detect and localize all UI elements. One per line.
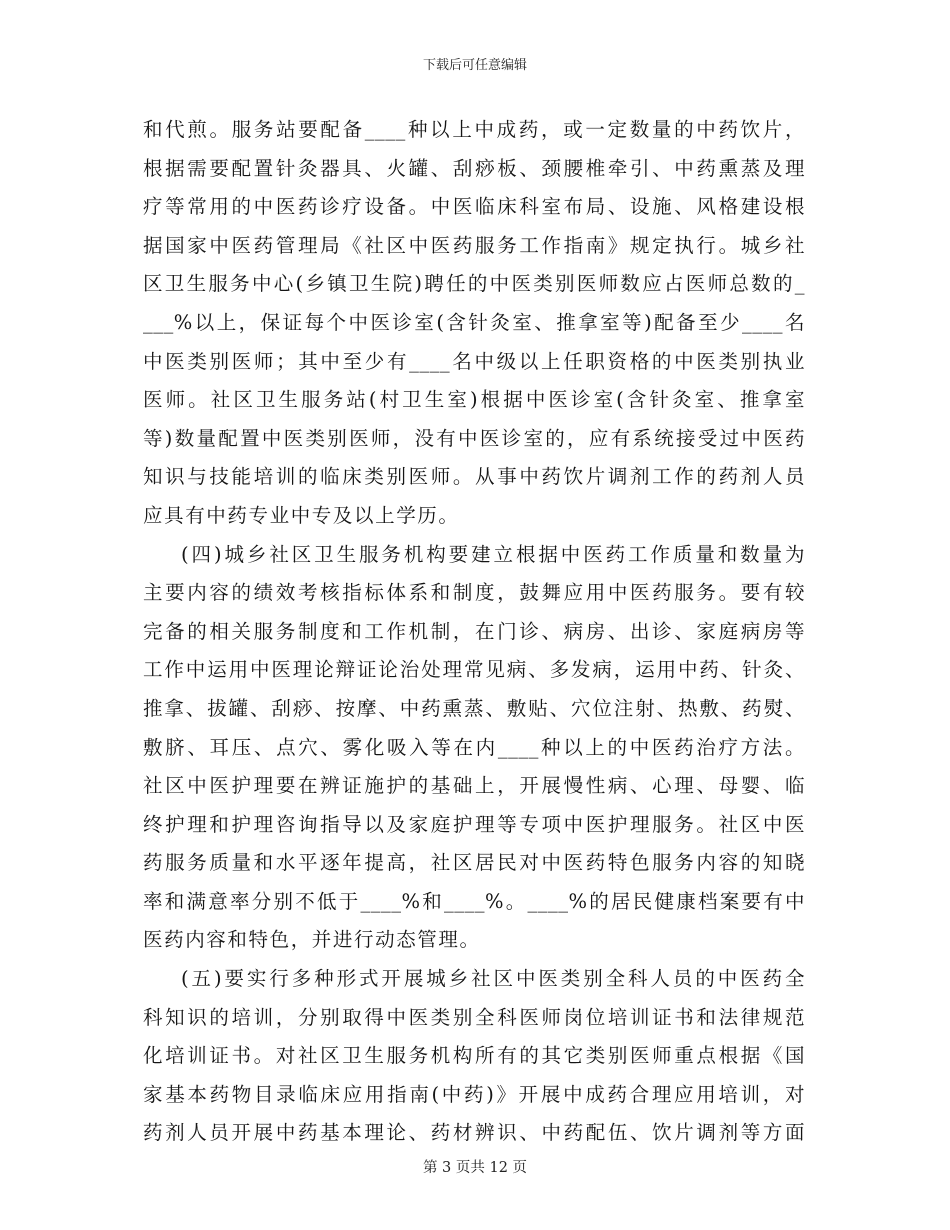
text-line: (五)要实行多种形式开展城乡社区中医类别全科人员的中医药全 xyxy=(181,967,805,991)
text-line: 疗等常用的中医药诊疗设备。中医临床科室布局、设施、风格建设根 xyxy=(143,195,805,219)
text-line: 中医类别医师；其中至少有____名中级以上任职资格的中医类别执业 xyxy=(143,349,805,373)
text-line: ___%以上，保证每个中医诊室(含针灸室、推拿室等)配备至少____名 xyxy=(143,310,805,334)
text-line: 等)数量配置中医类别医师，没有中医诊室的，应有系统接受过中医药 xyxy=(143,426,805,450)
text-line: 工作中运用中医理论辩证论治处理常见病、多发病，运用中药、针灸、 xyxy=(143,658,805,682)
text-line: 家基本药物目录临床应用指南(中药)》开展中成药合理应用培训，对 xyxy=(143,1082,805,1106)
text-line: 科知识的培训，分别取得中医类别全科医师岗位培训证书和法律规范 xyxy=(143,1005,805,1029)
text-line: 区卫生服务中心(乡镇卫生院)聘任的中医类别医师数应占医师总数的_ xyxy=(143,272,805,296)
text-line: 终护理和护理咨询指导以及家庭护理等专项中医护理服务。社区中医 xyxy=(143,812,805,836)
text-line: 率和满意率分别不低于____%和____%。____%的居民健康档案要有中 xyxy=(143,889,805,913)
text-line: 药服务质量和水平逐年提高，社区居民对中医药特色服务内容的知晓 xyxy=(143,851,805,875)
text-line: (四)城乡社区卫生服务机构要建立根据中医药工作质量和数量为 xyxy=(181,542,805,566)
text-line: 和代煎。服务站要配备____种以上中成药，或一定数量的中药饮片， xyxy=(143,118,805,141)
text-line: 根据需要配置针灸器具、火罐、刮痧板、颈腰椎牵引、中药熏蒸及理 xyxy=(143,156,805,180)
text-line: 应具有中药专业中专及以上学历。 xyxy=(143,503,460,527)
text-line: 医师。社区卫生服务站(村卫生室)根据中医诊室(含针灸室、推拿室 xyxy=(143,388,805,412)
text-line: 推拿、拔罐、刮痧、按摩、中药熏蒸、敷贴、穴位注射、热敷、药熨、 xyxy=(143,696,805,720)
text-line: 完备的相关服务制度和工作机制，在门诊、病房、出诊、家庭病房等 xyxy=(143,619,805,643)
body-text xyxy=(143,111,805,1153)
text-line: 据国家中医药管理局《社区中医药服务工作指南》规定执行。城乡社 xyxy=(143,233,805,257)
text-line: 化培训证书。对社区卫生服务机构所有的其它类别医师重点根据《国 xyxy=(143,1044,805,1068)
text-line: 医药内容和特色，并进行动态管理。 xyxy=(143,928,481,952)
text-line: 药剂人员开展中药基本理论、药材辨识、中药配伍、饮片调剂等方面 xyxy=(143,1121,805,1145)
text-line: 敷脐、耳压、点穴、雾化吸入等在内____种以上的中医药治疗方法。 xyxy=(143,735,805,759)
page-header: 下载后可任意编辑 xyxy=(422,58,527,73)
text-line: 知识与技能培训的临床类别医师。从事中药饮片调剂工作的药剂人员 xyxy=(143,465,805,489)
text-line: 社区中医护理要在辨证施护的基础上，开展慢性病、心理、母婴、临 xyxy=(143,774,805,798)
page-footer: 第 3 页共 12 页 xyxy=(422,1160,528,1176)
text-line: 主要内容的绩效考核指标体系和制度，鼓舞应用中医药服务。要有较 xyxy=(143,581,805,605)
